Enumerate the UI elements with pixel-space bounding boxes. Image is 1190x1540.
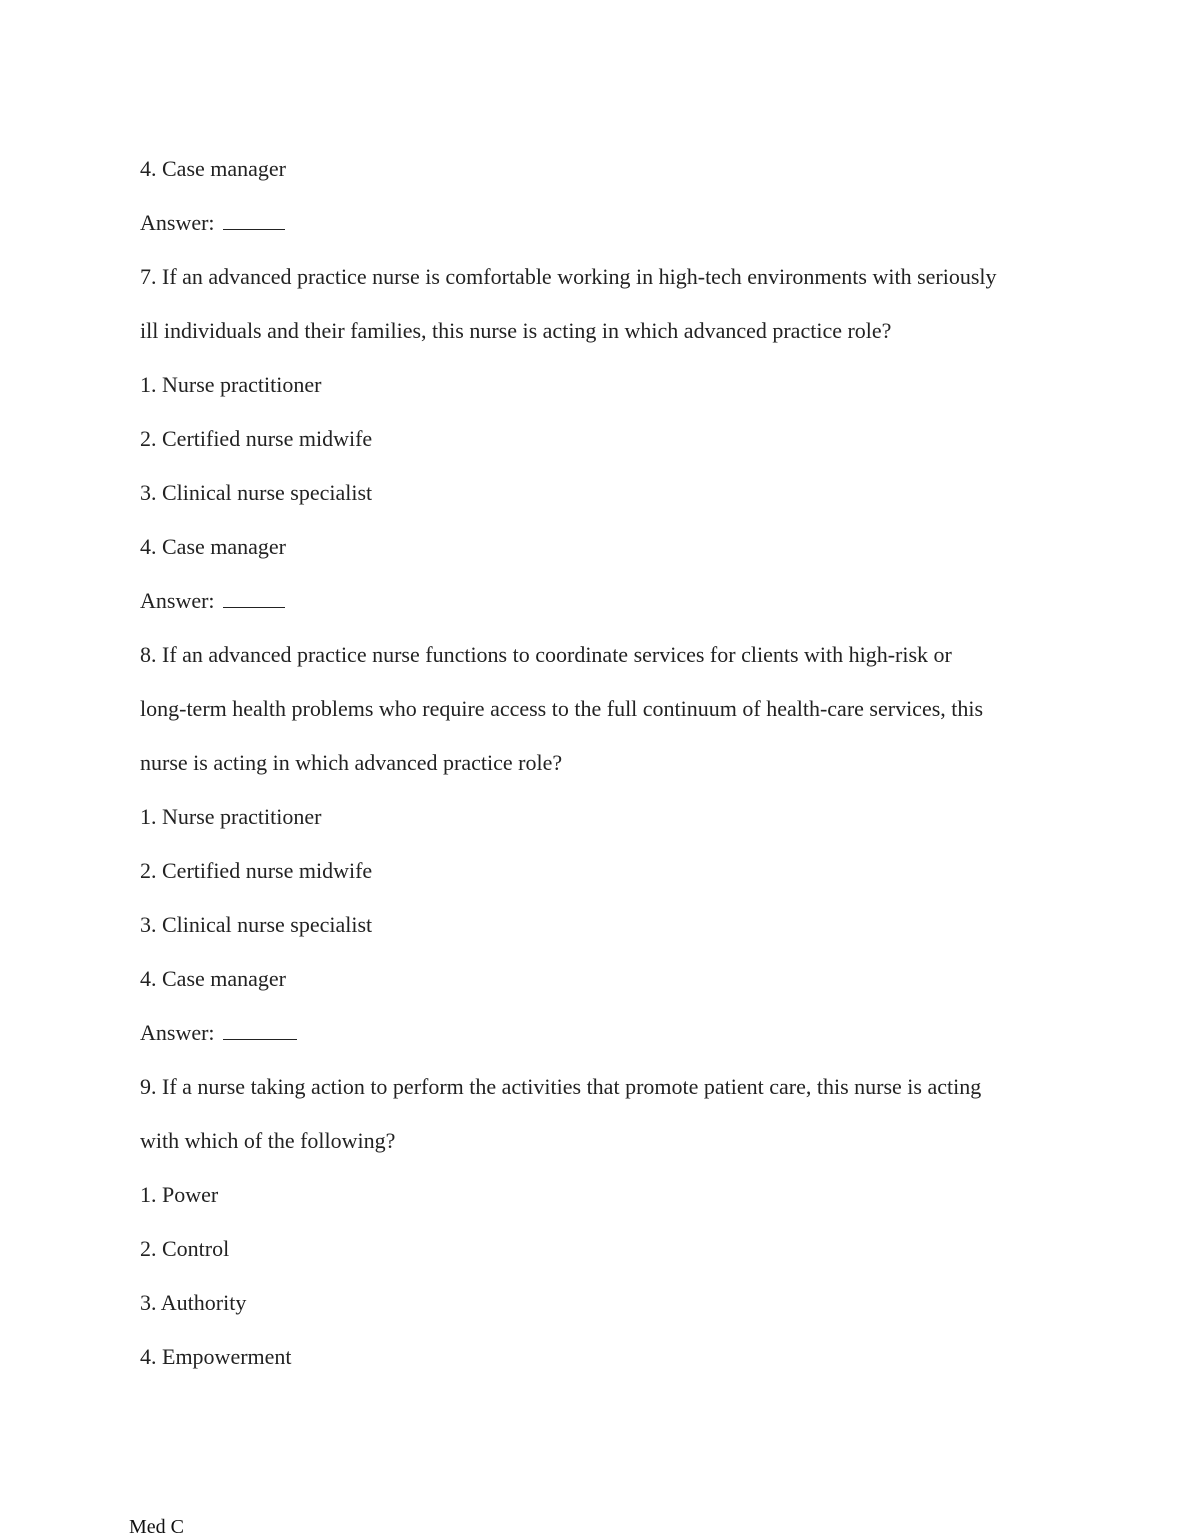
question-content xyxy=(140,142,1060,1384)
answer-label: Answer: xyxy=(140,588,215,613)
question-8-stem-line-1: 8. If an advanced practice nurse functions to coordinate services for clients with high-risk or xyxy=(140,642,952,667)
question-9-option-2: 2. Control xyxy=(140,1236,230,1261)
question-9-stem-line-2: with which of the following? xyxy=(140,1128,396,1153)
question-9-stem-line-1: 9. If a nurse taking action to perform the activities that promote patient care, this nurse is acting xyxy=(140,1074,982,1099)
question-7-option-3: 3. Clinical nurse specialist xyxy=(140,480,373,505)
previous-answer-row xyxy=(140,196,1060,250)
question-7-stem-line-2: ill individuals and their families, this nurse is acting in which advanced practice role? xyxy=(140,318,892,343)
question-8-stem-line-3: nurse is acting in which advanced practice role? xyxy=(140,750,563,775)
previous-question-option-4: 4. Case manager xyxy=(140,156,286,181)
question-7-answer-row xyxy=(140,574,1060,628)
answer-label: Answer: xyxy=(140,210,215,235)
question-8-option-3: 3. Clinical nurse specialist xyxy=(140,912,373,937)
question-9-option-4: 4. Empowerment xyxy=(140,1344,292,1369)
answer-label: Answer: xyxy=(140,1020,215,1045)
page-footer: Med C xyxy=(129,1516,184,1538)
answer-blank xyxy=(223,209,285,230)
question-8-option-4: 4. Case manager xyxy=(140,966,286,991)
question-7-option-1: 1. Nurse practitioner xyxy=(140,372,322,397)
question-8-stem-line-2: long-term health problems who require access to the full continuum of health-care services, this xyxy=(140,696,984,721)
answer-blank xyxy=(223,1019,297,1040)
question-9-option-1: 1. Power xyxy=(140,1182,219,1207)
answer-blank xyxy=(223,587,285,608)
question-8-answer-row xyxy=(140,1006,1060,1060)
question-7-option-4: 4. Case manager xyxy=(140,534,286,559)
question-8-option-1: 1. Nurse practitioner xyxy=(140,804,322,829)
question-7-stem-line-1: 7. If an advanced practice nurse is comfortable working in high-tech environments with seriously xyxy=(140,264,997,289)
question-9-option-3: 3. Authority xyxy=(140,1290,247,1315)
question-8-option-2: 2. Certified nurse midwife xyxy=(140,858,373,883)
question-7-option-2: 2. Certified nurse midwife xyxy=(140,426,373,451)
